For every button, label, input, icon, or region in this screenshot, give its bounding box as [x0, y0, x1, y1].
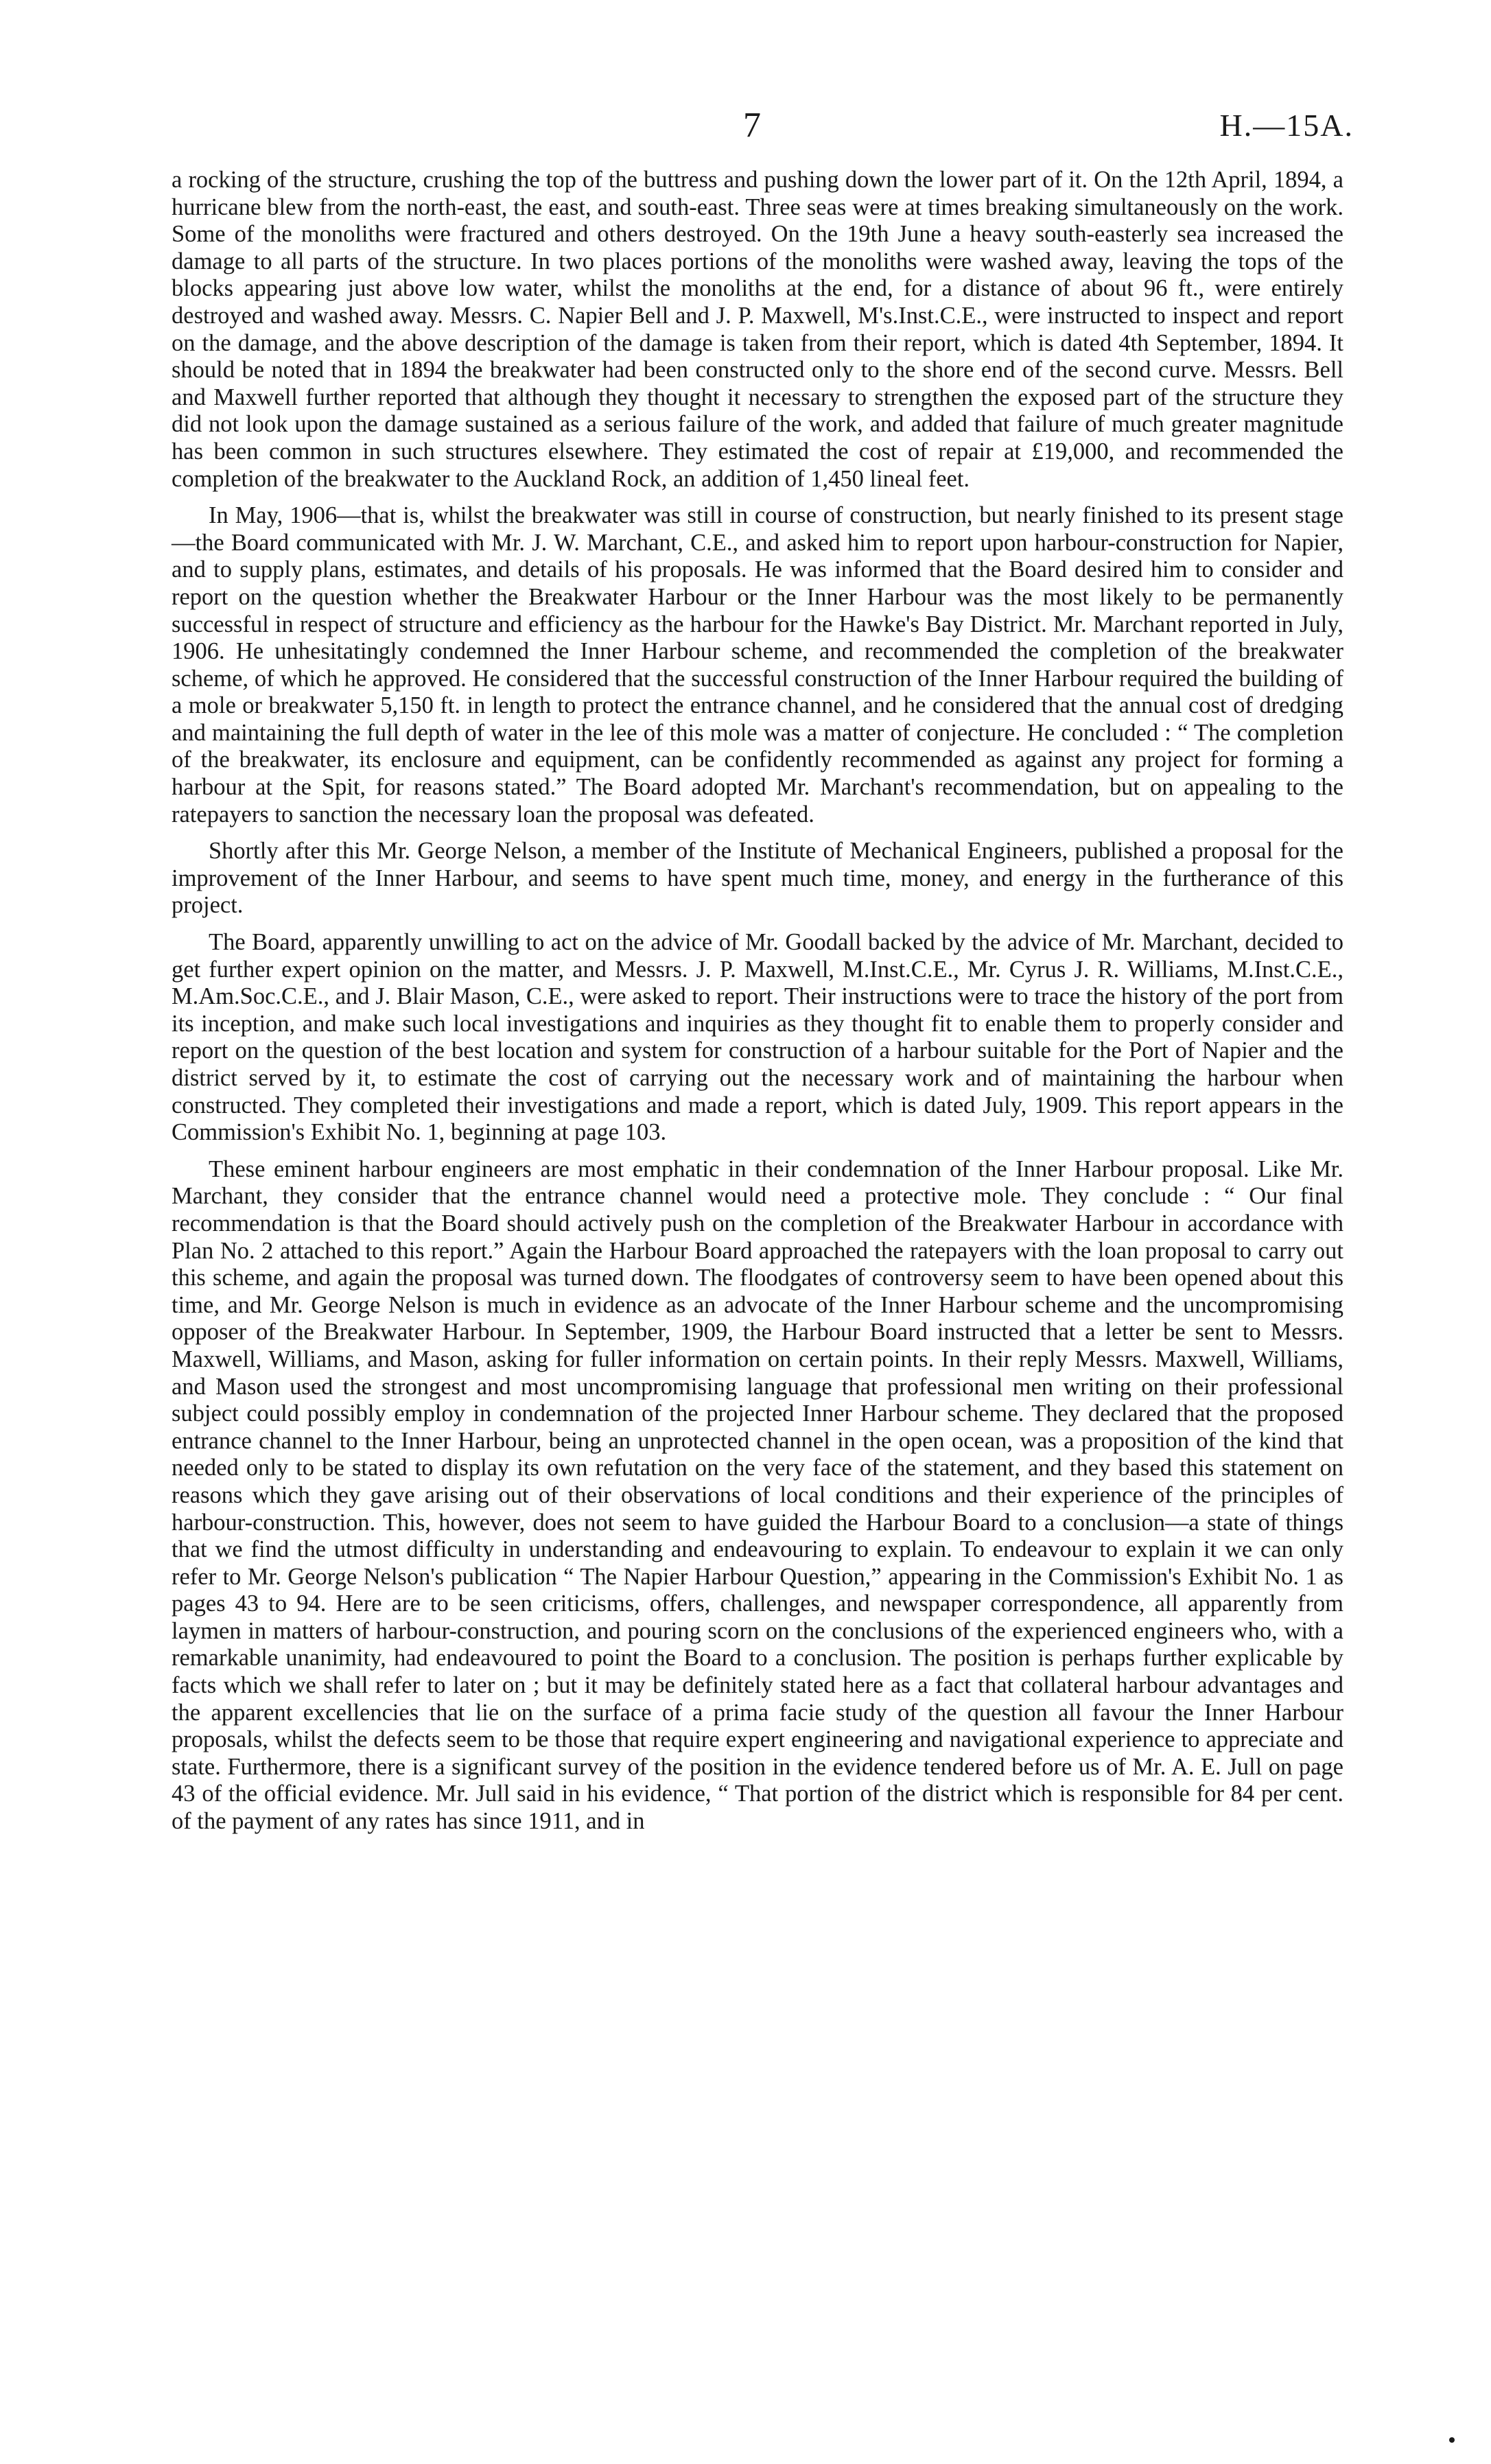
body-text: [172, 167, 1343, 1845]
paragraph: The Board, apparently unwilling to act on the advice of Mr. Goodall backed by the advice of Mr. Marchant, decided to get further expert opinion on the matter, and Messrs. J. P. Maxwell, M.Inst.C.E., Mr. Cyrus J. R. Williams, M.Inst.C.E., M.Am.Soc.C.E., and J. Blair Mason, C.E., were asked to report. Their instructions were to trace the history of the port from its inception, and make such local investigations and inquiries as they thought fit to enable them to properly consider and report on the question of the best location and system for construction of a harbour suitable for the Port of Napier and the district served by it, to estimate the cost of carrying out the necessary work and of maintaining the harbour when constructed. They completed their investigations and made a report, which is dated July, 1909. This report appears in the Commission's Exhibit No. 1, beginning at page 103.: [172, 929, 1343, 1146]
document-reference: H.—15A.: [1219, 108, 1354, 143]
page-number: 7: [743, 106, 761, 145]
paragraph: In May, 1906—that is, whilst the breakwater was still in course of construction, but nearly finished to its present stage—the Board communicated with Mr. J. W. Marchant, C.E., and asked him to report upon harbour-construction for Napier, and to supply plans, estimates, and details of his proposals. He was informed that the Board desired him to consider and report on the question whether the Breakwater Harbour or the Inner Harbour was the most likely to be permanently successful in respect of structure and efficiency as the harbour for the Hawke's Bay District. Mr. Marchant reported in July, 1906. He unhesitatingly condemned the Inner Harbour scheme, and recommended the completion of the breakwater scheme, of which he approved. He considered that the successful construction of the Inner Harbour required the building of a mole or breakwater 5,150 ft. in length to protect the entrance channel, and he considered that the annual cost of dredging and maintaining the full depth of water in the lee of this mole was a matter of conjecture. He concluded : “ The completion of the breakwater, its enclosure and equipment, can be confidently recommended as against any project for forming a harbour at the Spit, for reasons stated.” The Board adopted Mr. Marchant's recommendation, but on appealing to the ratepayers to sanction the necessary loan the proposal was defeated.: [172, 502, 1343, 828]
paragraph: Shortly after this Mr. George Nelson, a member of the Institute of Mechanical Engineers, published a proposal for the improvement of the Inner Harbour, and seems to have spent much time, money, and energy in the furtherance of this project.: [172, 838, 1343, 919]
page-header: [172, 102, 1354, 150]
paragraph-continued: a rocking of the structure, crushing the top of the buttress and pushing down the lower part of it. On the 12th April, 1894, a hurricane blew from the north-east, the east, and south-east. Three seas were at times breaking simultaneously on the work. Some of the monoliths were fractured and others destroyed. On the 19th June a heavy south-easterly sea increased the damage to all parts of the structure. In two places portions of the monoliths were washed away, leaving the tops of the blocks appearing just above low water, whilst the monoliths at the end, for a distance of about 96 ft., were entirely destroyed and washed away. Messrs. C. Napier Bell and J. P. Maxwell, M's.Inst.C.E., were instructed to inspect and report on the damage, and the above description of the damage is taken from their report, which is dated 4th September, 1894. It should be noted that in 1894 the breakwater had been constructed only to the shore end of the second curve. Messrs. Bell and Maxwell further reported that although they thought it necessary to strengthen the exposed part of the structure they did not look upon the damage sustained as a serious failure of the work, and added that failure of much greater magnitude has been common in such structures elsewhere. They estimated the cost of repair at £19,000, and recommended the completion of the breakwater to the Auckland Rock, an addition of 1,450 lineal feet.: [172, 167, 1343, 492]
corner-dot: [1449, 2437, 1455, 2443]
paragraph: These eminent harbour engineers are most emphatic in their condemnation of the Inner Harbour proposal. Like Mr. Marchant, they consider that the entrance channel would need a protective mole. They conclude : “ Our final recommendation is that the Board should actively push on the completion of the Breakwater Harbour in accordance with Plan No. 2 attached to this report.” Again the Harbour Board approached the ratepayers with the loan proposal to carry out this scheme, and again the proposal was turned down. The floodgates of controversy seem to have been opened about this time, and Mr. George Nelson is much in evidence as an advocate of the Inner Harbour scheme and the uncompromising opposer of the Breakwater Harbour. In September, 1909, the Harbour Board instructed that a letter be sent to Messrs. Maxwell, Williams, and Mason, asking for fuller information on certain points. In their reply Messrs. Maxwell, Williams, and Mason used the strongest and most uncompromising language that professional men writing on their professional subject could possibly employ in condemnation of the projected Inner Harbour scheme. They declared that the proposed entrance channel to the Inner Harbour, being an unprotected channel in the open ocean, was a proposition of the kind that needed only to be stated to display its own refutation on the very face of the statement, and they based this statement on reasons which they gave arising out of their observations of local conditions and their experience of the principles of harbour-construction. This, however, does not seem to have guided the Harbour Board to a conclusion—a state of things that we find the utmost difficulty in understanding and endeavouring to explain. To endeavour to explain it we can only refer to Mr. George Nelson's publication “ The Napier Harbour Question,” appearing in the Commission's Exhibit No. 1 as pages 43 to 94. Here are to be seen criticisms, offers, challenges, and newspaper correspondence, all apparently from laymen in matters of harbour-construction, and pouring scorn on the conclusions of the experienced engineers who, with a remarkable unanimity, had endeavoured to point the Board to a conclusion. The position is perhaps further explicable by facts which we shall refer to later on ; but it may be definitely stated here as a fact that collateral harbour advantages and the apparent excellencies that lie on the surface of a prima facie study of the question all favour the Inner Harbour proposals, whilst the defects seem to be those that require expert engineering and navigational experience to appreciate and state. Furthermore, there is a significant survey of the position in the evidence tendered before us of Mr. A. E. Jull on page 43 of the official evidence. Mr. Jull said in his evidence, “ That portion of the district which is responsible for 84 per cent. of the payment of any rates has since 1911, and in: [172, 1155, 1343, 1835]
